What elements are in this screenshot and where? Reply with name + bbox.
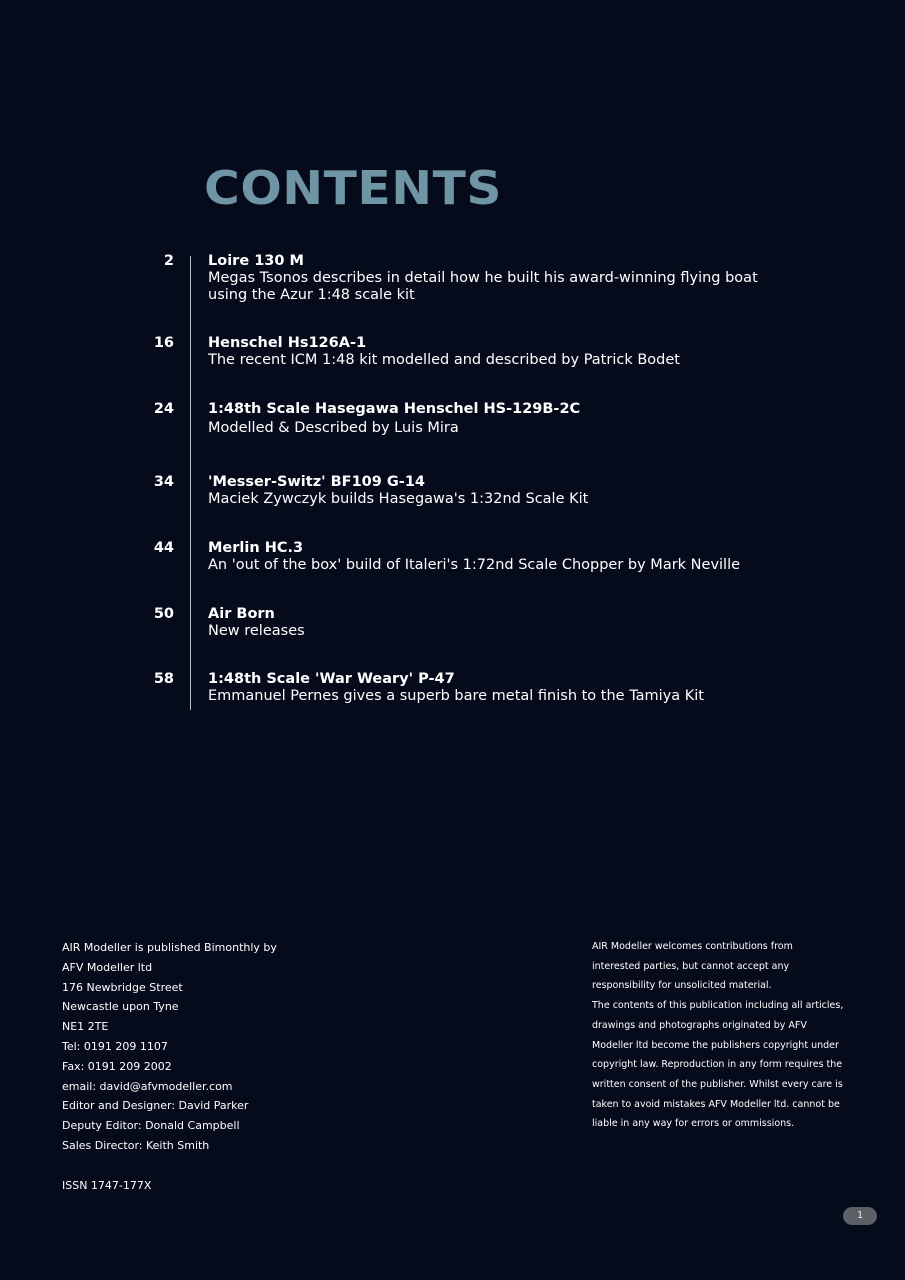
toc-description-line: An 'out of the box' build of Italeri's 1:72nd Scale Chopper by Mark Neville <box>208 557 741 573</box>
disclaimer-line: liable in any way for errors or ommissions. <box>592 1118 795 1130</box>
toc-heading: 1:48th Scale 'War Weary' P-47 <box>208 671 455 687</box>
toc-description-line: Maciek Zywczyk builds Hasegawa's 1:32nd Scale Kit <box>208 491 589 507</box>
disclaimer-line: responsibility for unsolicited material. <box>592 980 772 992</box>
toc-page-number: 34 <box>153 474 174 490</box>
publisher-fax: Fax: 0191 209 2002 <box>62 1059 172 1073</box>
toc-heading: Merlin HC.3 <box>208 540 304 556</box>
publisher-email[interactable]: email: david@afvmodeller.com <box>62 1079 233 1093</box>
disclaimer-line: taken to avoid mistakes AFV Modeller ltd. cannot be <box>592 1098 840 1110</box>
toc-heading: 'Messer-Switz' BF109 G-14 <box>208 474 426 490</box>
disclaimer-line: AIR Modeller welcomes contributions from <box>592 941 793 952</box>
disclaimer-line: The contents of this publication including all articles, <box>592 1000 844 1012</box>
disclaimer <box>592 937 848 1134</box>
toc-heading: Loire 130 M <box>208 253 304 269</box>
disclaimer-line: written consent of the publisher. Whilst every care is <box>592 1078 843 1090</box>
disclaimer-line: drawings and photographs originated by AFV <box>592 1019 807 1031</box>
toc-divider <box>190 256 191 710</box>
disclaimer-line: copyright law. Reproduction in any form requires the <box>592 1059 843 1071</box>
publisher-line: Editor and Designer: David Parker <box>62 1099 249 1113</box>
toc-page-number: 24 <box>153 401 174 417</box>
toc-description-line: The recent ICM 1:48 kit modelled and described by Patrick Bodet <box>208 352 680 368</box>
page-title: CONTENTS <box>204 161 503 215</box>
toc-description-line: New releases <box>208 623 305 639</box>
toc-description-line: using the Azur 1:48 scale kit <box>208 287 415 303</box>
disclaimer-line: interested parties, but cannot accept any <box>592 960 790 972</box>
publisher-line: 176 Newbridge Street <box>62 980 183 994</box>
page-number-badge: 1 <box>843 1207 877 1225</box>
publisher-line: AIR Modeller is published Bimonthly by <box>62 941 277 954</box>
toc-description-line: Megas Tsonos describes in detail how he built his award-winning flying boat <box>208 270 758 286</box>
publisher-line: NE1 2TE <box>62 1020 109 1034</box>
toc-page-number: 58 <box>153 671 174 687</box>
toc-page-number: 44 <box>153 540 174 556</box>
toc-heading: Henschel Hs126A-1 <box>208 335 367 351</box>
publisher-info <box>62 938 362 1156</box>
issn: ISSN 1747-177X <box>62 1179 152 1192</box>
toc-heading: 1:48th Scale Hasegawa Henschel HS-129B-2C <box>208 401 581 417</box>
publisher-line: Deputy Editor: Donald Campbell <box>62 1119 240 1133</box>
disclaimer-line: Modeller ltd become the publishers copyright under <box>592 1039 839 1051</box>
publisher-line: Sales Director: Keith Smith <box>62 1138 210 1152</box>
toc-page-number: 2 <box>163 253 174 269</box>
toc-heading: Air Born <box>208 606 275 622</box>
toc-description-line: Emmanuel Pernes gives a superb bare metal finish to the Tamiya Kit <box>208 688 704 704</box>
toc-page-number: 16 <box>153 335 174 351</box>
toc-page-number: 50 <box>153 606 174 622</box>
publisher-line: AFV Modeller ltd <box>62 960 153 974</box>
toc-description-line: Modelled & Described by Luis Mira <box>208 420 459 436</box>
publisher-phone: Tel: 0191 209 1107 <box>62 1039 168 1053</box>
publisher-line: Newcastle upon Tyne <box>62 1000 179 1014</box>
